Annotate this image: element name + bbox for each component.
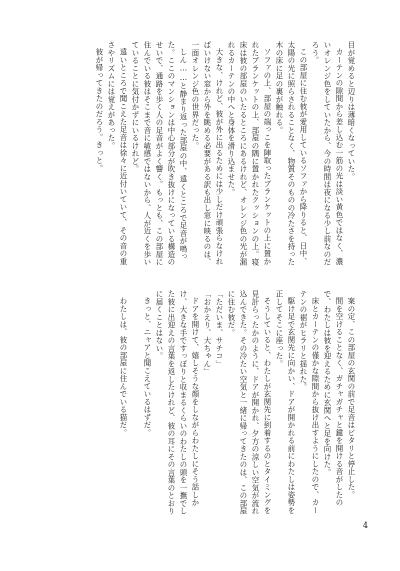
paragraph: 大きな、けれど、彼が外に出るためには少しだけ頑張らなければいけない窓から外を眺める必要がある訳も出し窓に映るのは、一面オレンジ色の世界だった。 bbox=[191, 41, 224, 266]
paragraph: ドアを開けて、嬉しそうな顔をしながらわたしにそう話しかけ、大きな手ですっぽりと収まるくらいのわたしの頭を一撫でした彼に出迎えの言葉を返したけれど、彼の耳にその言葉のとおりに届くことはない。 bbox=[155, 290, 200, 515]
text-block-lower bbox=[39, 290, 357, 522]
paragraph: しん……と静まり返った部屋の中、遠くところで足音が鳴った。ここのマンションは中心部分が吹き抜けになっている構造のせいで、通路を歩く人の足音がよく響く。もっとも、この部屋に住んでいる彼はそこまで音に敏感ではないから、人が近くを歩いていることに気付かずにいるけれど。 bbox=[131, 41, 188, 266]
paragraph: 床とカーテンの僅かな隙間から抜け出すようにしたので、カーテンの裾がヒラリと揺れた。 bbox=[299, 290, 320, 515]
paragraph: 駆け足で玄関先に向かい、ドアが開かれる前にわたしは姿勢を正してそこに座った。 bbox=[275, 290, 296, 515]
dialogue-line: 「ただいま、サチコ」 bbox=[215, 290, 224, 368]
dialogue-line: 「おかえり、大ちゃん」 bbox=[203, 290, 212, 376]
page-number: 4 bbox=[362, 521, 368, 530]
paragraph: 彼が帰ってきたのだろう。きっと。 bbox=[95, 48, 104, 173]
paragraph: わたしは、彼の部屋に住んでいる猫だ。 bbox=[119, 297, 128, 437]
paragraph: この部屋に住む彼が愛用しているソファから降りると、日中、太陽の光に照らされることなく、物質そのものの冷たさを持った木の床に足の裏が触れる。 bbox=[275, 41, 308, 266]
paragraph: 目が覚めると辺りは薄暗くなっていた。 bbox=[347, 41, 356, 181]
paragraph: ソファの上、部屋の端っこを陣取ったブランケットの上に置かれたブランケットの上、部屋の隅に置かれたクッションの上。寝床は彼の部屋のいたるところにあるけれど、オレンジ色の光が漏れるカーテンの中へと身体を滑り込ませた。 bbox=[227, 41, 272, 266]
text-block-upper bbox=[39, 41, 357, 273]
paragraph: きっと、ニャアと聞こえているはずだ。 bbox=[143, 297, 152, 437]
paragraph: 遠いところで聞こえた足音は徐々に近付いていて、その音の重さやリズムには覚えがあった。 bbox=[107, 41, 128, 266]
paragraph: 案の定、この部屋の玄関の前で足音はピタリと停止した。 bbox=[347, 297, 356, 499]
paragraph: 間を空けることなく、ガチャガチャと鍵を開ける音がしたので、わたしは彼を迎えるために玄関へと足を向けた。 bbox=[323, 290, 344, 507]
paragraph: そうしていると、わたしが玄関先に到着するのとタイミングを見計らったかのように、ドアが開かれ、夕方の涼しい空気が流れ込んできた。その冷たい空気と一緒に帰ってきたのは、この部屋に住む彼だ。 bbox=[227, 290, 272, 515]
paragraph: カーテンの隙間から差し込む一筋の光は淡い黄色ではなく、濃いオレンジ色をしていたから、今の時間は夜になる少し前なのだろう。 bbox=[311, 41, 344, 266]
blank-line bbox=[129, 290, 141, 522]
